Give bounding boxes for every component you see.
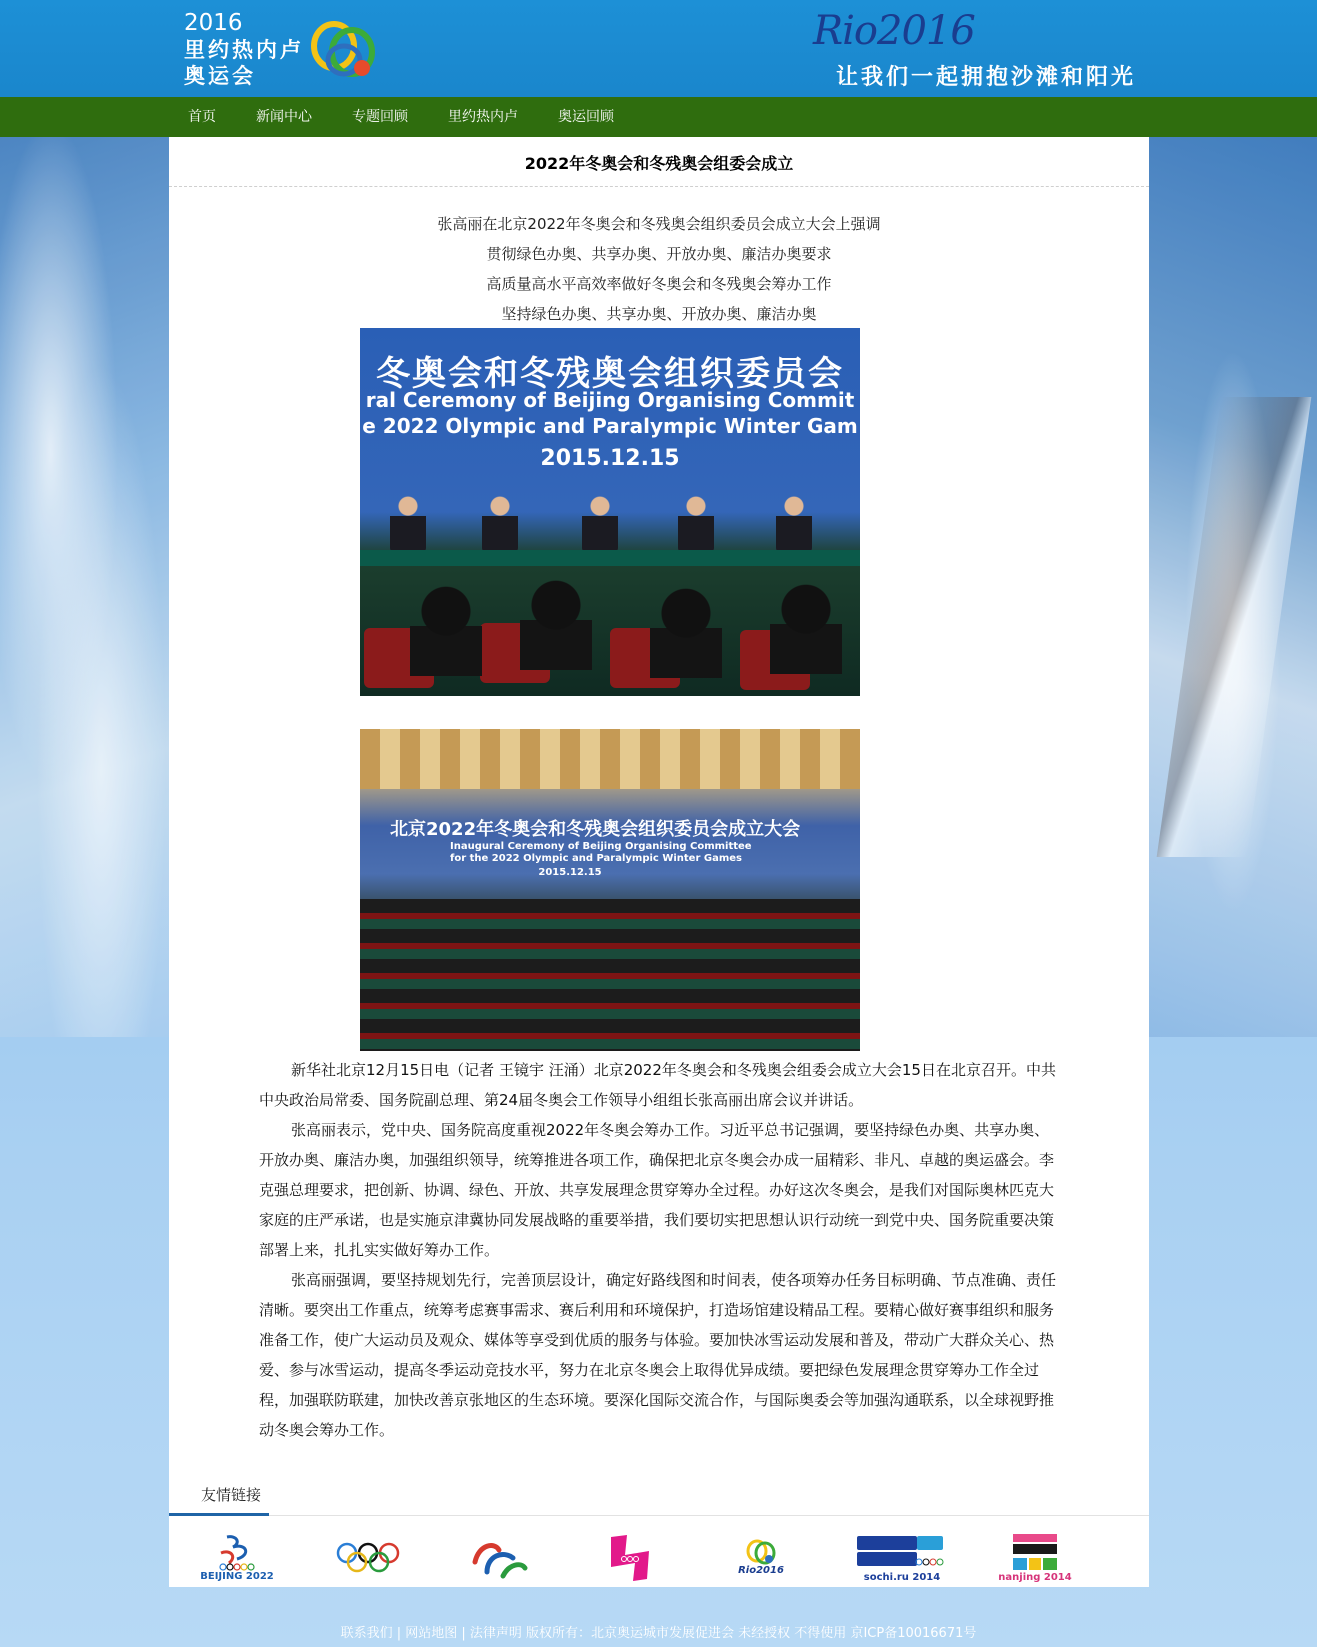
link-olympic-rings[interactable] (328, 1526, 408, 1590)
link-caption: Rio2016 (738, 1565, 784, 1576)
link-london-2012[interactable] (590, 1526, 670, 1590)
article-paragraph-2: 张高丽表示，党中央、国务院高度重视2022年冬奥会筹办工作。习近平总书记强调，要坚持绿色办奥、共享办奥、开放办奥、廉洁办奥，加强组织领导，统筹推进各项工作，确保把北京冬奥会办成一届精彩、非凡、卓越的奥运盛会。李克强总理要求，把创新、协调、绿色、开放、共享发展理念贯穿筹办全过程。办好这次冬奥会，是我们对国际奥林匹克大家庭的庄严承诺，也是实施京津冀协同发展战略的重要举措，我们要切实把思想认识行动统一到党中央、国务院重要决策部署上来，扎扎实实做好筹办工作。 (259, 1121, 1055, 1259)
photo1-official (390, 496, 426, 552)
nav-item-topic-review[interactable]: 专题回顾 (352, 109, 408, 125)
logo-line2: 奥运会 (184, 63, 256, 88)
site-footer: 联系我们 | 网站地图 | 法律声明 版权所有：北京奥运城市发展促进会 未经授权 不得使用 京ICP备10016671号 (340, 1626, 977, 1641)
photo1-banner-date: 2015.12.15 (540, 446, 680, 471)
title-divider (169, 186, 1149, 187)
link-nanjing-2014[interactable] (995, 1526, 1075, 1590)
link-caption: BEIJING 2022 (200, 1571, 274, 1582)
link-paralympic[interactable] (459, 1526, 539, 1590)
photo2-banner-cn: 北京2022年冬奥会和冬残奥会组织委员会成立大会 (390, 819, 801, 840)
nanjing-2014-logo-icon (1011, 1532, 1059, 1572)
article-paragraph-3: 张高丽强调，要坚持规划先行，完善顶层设计，确定好路线图和时间表，使各项筹办任务目标明确、节点准确、责任清晰。要突出工作重点，统筹考虑赛事需求、赛后利用和环境保护，打造场馆建设精品工程。要精心做好赛事组织和服务准备工作，使广大运动员及观众、媒体等享受到优质的服务与体验。要加快冰雪运动发展和普及，带动广大群众关心、热爱、参与冰雪运动，提高冬季运动竞技水平，努力在北京冬奥会上取得优异成绩。要把绿色发展理念贯穿筹办工作全过程，加强联防联建，加快改善京张地区的生态环境。要深化国际交流合作，与国际奥委会等加强沟通联系，以全球视野推动冬奥会筹办工作。 (259, 1271, 1057, 1439)
sochi-2014-logo-icon (857, 1532, 947, 1572)
photo1-attendee (650, 588, 722, 678)
main-nav (0, 97, 1317, 137)
link-beijing-2022[interactable] (197, 1526, 277, 1590)
links-heading-underline (169, 1513, 269, 1516)
article-subtitle-2: 贯彻绿色办奥、共享办奥、开放办奥、廉洁办奥要求 (486, 245, 832, 263)
photo2-banner-date: 2015.12.15 (538, 867, 602, 878)
links-divider (169, 1515, 1149, 1516)
header-slogan: 让我们一起拥抱沙滩和阳光 (836, 64, 1137, 90)
article-subtitle-3: 高质量高水平高效率做好冬奥会和冬残奥会筹办工作 (486, 275, 832, 293)
rio-emblem-icon (304, 16, 384, 82)
olympic-rings-icon (335, 1541, 401, 1575)
photo2-banner-en2: for the 2022 Olympic and Paralympic Winter Games (450, 853, 742, 864)
article-paragraph-1: 新华社北京12月15日电（记者 王镜宇 汪涌）北京2022年冬奥会和冬残奥会组委会成立大会15日在北京召开。中共中央政治局常委、国务院副总理、第24届冬奥会工作领导小组组长张高丽出席会议并讲话。 (259, 1061, 1056, 1109)
article-title: 2022年冬奥会和冬残奥会组委会成立 (524, 154, 794, 173)
article-container (169, 137, 1149, 1587)
photo2-ceiling (360, 729, 860, 789)
logo-year: 2016 (184, 10, 243, 36)
friendly-links-heading: 友情链接 (201, 1486, 262, 1504)
link-rio-2016[interactable] (721, 1526, 801, 1590)
article-subtitle-4: 坚持绿色办奥、共享办奥、开放办奥、廉洁办奥 (501, 305, 817, 323)
article-subtitle-1: 张高丽在北京2022年冬奥会和冬残奥会组织委员会成立大会上强调 (437, 215, 881, 233)
photo1-banner-cn: 冬奥会和冬残奥会组织委员会 (376, 354, 844, 394)
background-great-wall-right (1149, 137, 1317, 1037)
paralympic-agitos-icon (469, 1536, 529, 1580)
photo1-banner-en1: ral Ceremony of Beijing Organising Commit (365, 388, 855, 412)
rio-2016-logo-icon (743, 1539, 779, 1565)
nav-item-home[interactable]: 首页 (188, 109, 216, 125)
nav-item-olympic-review[interactable]: 奥运回顾 (558, 109, 614, 125)
site-header (0, 0, 1317, 97)
photo1-attendee (520, 580, 592, 670)
beijing-2022-logo-icon (207, 1533, 267, 1571)
article-photo-2 (360, 729, 860, 1051)
photo1-attendee (410, 586, 482, 676)
nav-item-news-center[interactable]: 新闻中心 (256, 109, 312, 125)
photo1-official (482, 496, 518, 552)
photo1-official (678, 496, 714, 552)
photo1-attendee (770, 584, 842, 674)
photo2-banner-en1: Inaugural Ceremony of Beijing Organising Committee (450, 841, 752, 852)
background-mountain-left (0, 137, 169, 1037)
london-2012-logo-icon (607, 1533, 653, 1583)
nav-item-rio[interactable]: 里约热内卢 (448, 109, 518, 125)
link-caption: nanjing 2014 (998, 1572, 1072, 1583)
photo1-podium-table (360, 550, 860, 566)
photo2-audience-rows (360, 899, 860, 1051)
link-sochi-2014[interactable] (852, 1526, 952, 1590)
photo1-banner-en2: e 2022 Olympic and Paralympic Winter Gam (362, 414, 858, 438)
link-caption: sochi.ru 2014 (863, 1572, 941, 1583)
logo-line1: 里约热内卢 (184, 37, 304, 62)
photo1-official (776, 496, 812, 552)
site-logo[interactable] (184, 10, 394, 88)
article-photo-1 (360, 328, 860, 696)
rio2016-logo: Rio2016 (813, 8, 975, 54)
photo1-official (582, 496, 618, 552)
